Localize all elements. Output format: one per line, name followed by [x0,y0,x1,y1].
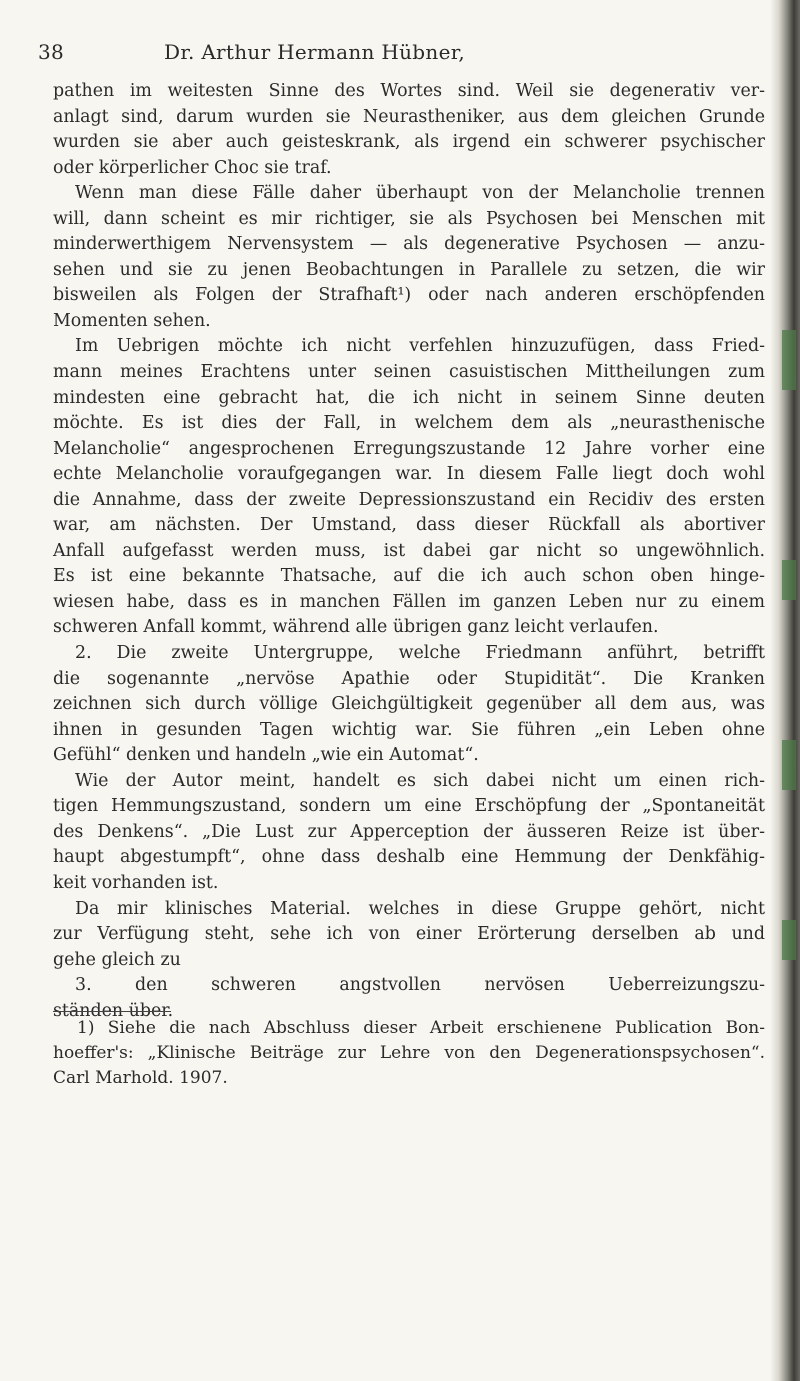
text-line: Gefühl“ denken und handeln „wie ein Automat“. [53,745,479,766]
binding-tab [782,920,796,960]
body-text [53,79,765,1024]
text-line: Da mir klinisches Material. welches in diese Gruppe gehört, nicht [75,898,765,919]
text-line: Wie der Autor meint, handelt es sich dabei nicht um einen rich- [75,770,765,791]
text-line: Wenn man diese Fälle daher überhaupt von der Melancholie trennen [75,183,765,204]
text-line: wiesen habe, dass es in manchen Fällen im ganzen Leben nur zu einem [53,591,765,612]
footnote-rule [53,1011,171,1012]
text-line: echte Melancholie voraufgegangen war. In diesem Falle liegt doch wohl [53,464,765,485]
text-line: die Annahme, dass der zweite Depressionszustand ein Recidiv des ersten [53,489,765,510]
text-line: Es ist eine bekannte Thatsache, auf die ich auch schon oben hinge- [53,566,765,587]
page-header [38,40,558,70]
text-line: Momenten sehen. [53,310,211,331]
text-line: 2. Die zweite Untergruppe, welche Friedmann anführt, betrifft [75,643,765,664]
text-line: ihnen in gesunden Tagen wichtig war. Sie führen „ein Leben ohne [53,719,765,740]
binding-tab [782,330,796,390]
text-line: ständen über. [53,1000,174,1021]
text-line: Melancholie“ angesprochenen Erregungszustande 12 Jahre vorher eine [53,438,765,459]
text-line: möchte. Es ist dies der Fall, in welchem dem als „neurasthenische [53,413,765,434]
text-line: wurden sie aber auch geisteskrank, als irgend ein schwerer psychischer [53,132,765,153]
text-line: will, dann scheint es mir richtiger, sie als Psychosen bei Menschen mit [53,208,765,229]
page-number: 38 [38,40,65,64]
footnote-line: Carl Marhold. 1907. [53,1068,228,1088]
running-head: Dr. Arthur Hermann Hübner, [164,40,466,64]
text-line: haupt abgestumpft“, ohne dass deshalb eine Hemmung der Denkfähig- [53,847,765,868]
text-line: mann meines Erachtens unter seinen casuistischen Mittheilungen zum [53,362,765,383]
text-line: tigen Hemmungszustand, sondern um eine Erschöpfung der „Spontaneität [53,796,765,817]
text-line: oder körperlicher Choc sie traf. [53,157,332,178]
text-line: war, am nächsten. Der Umstand, dass dieser Rückfall als abortiver [53,515,765,536]
footnote-line: hoeffer's: „Klinische Beiträge zur Lehre von den Degenerationspsychosen“. [53,1043,765,1063]
footnote-line: 1) Siehe die nach Abschluss dieser Arbeit erschienene Publication Bon- [77,1018,765,1038]
page-binding-edge [770,0,800,1381]
text-line: keit vorhanden ist. [53,872,219,893]
text-line: minderwerthigem Nervensystem — als degenerative Psychosen — anzu- [53,234,765,255]
binding-tab [782,740,796,790]
text-line: die sogenannte „nervöse Apathie oder Stupidität“. Die Kranken [53,668,765,689]
text-line: 3. den schweren angstvollen nervösen Ueberreizungszu- [75,975,765,996]
text-line: zeichnen sich durch völlige Gleichgültigkeit gegenüber all dem aus, was [53,694,765,715]
text-line: schweren Anfall kommt, während alle übrigen ganz leicht verlaufen. [53,617,659,638]
text-line: pathen im weitesten Sinne des Wortes sind. Weil sie degenerativ ver- [53,81,765,101]
text-line: zur Verfügung steht, sehe ich von einer Erörterung derselben ab und [53,924,765,945]
text-line: des Denkens“. „Die Lust zur Apperception der äusseren Reize ist über- [53,821,765,842]
text-line: Anfall aufgefasst werden muss, ist dabei gar nicht so ungewöhnlich. [53,540,765,561]
text-line: Im Uebrigen möchte ich nicht verfehlen hinzuzufügen, dass Fried- [75,336,765,357]
text-line: sehen und sie zu jenen Beobachtungen in Parallele zu setzen, die wir [53,259,765,280]
text-line: gehe gleich zu [53,949,181,970]
binding-tab [782,560,796,600]
text-line: mindesten eine gebracht hat, die ich nicht in seinem Sinne deuten [53,387,765,408]
text-line: anlagt sind, darum wurden sie Neurastheniker, aus dem gleichen Grunde [53,106,765,127]
text-line: bisweilen als Folgen der Strafhaft¹) oder nach anderen erschöpfenden [53,285,765,306]
footnotes [53,1016,765,1091]
